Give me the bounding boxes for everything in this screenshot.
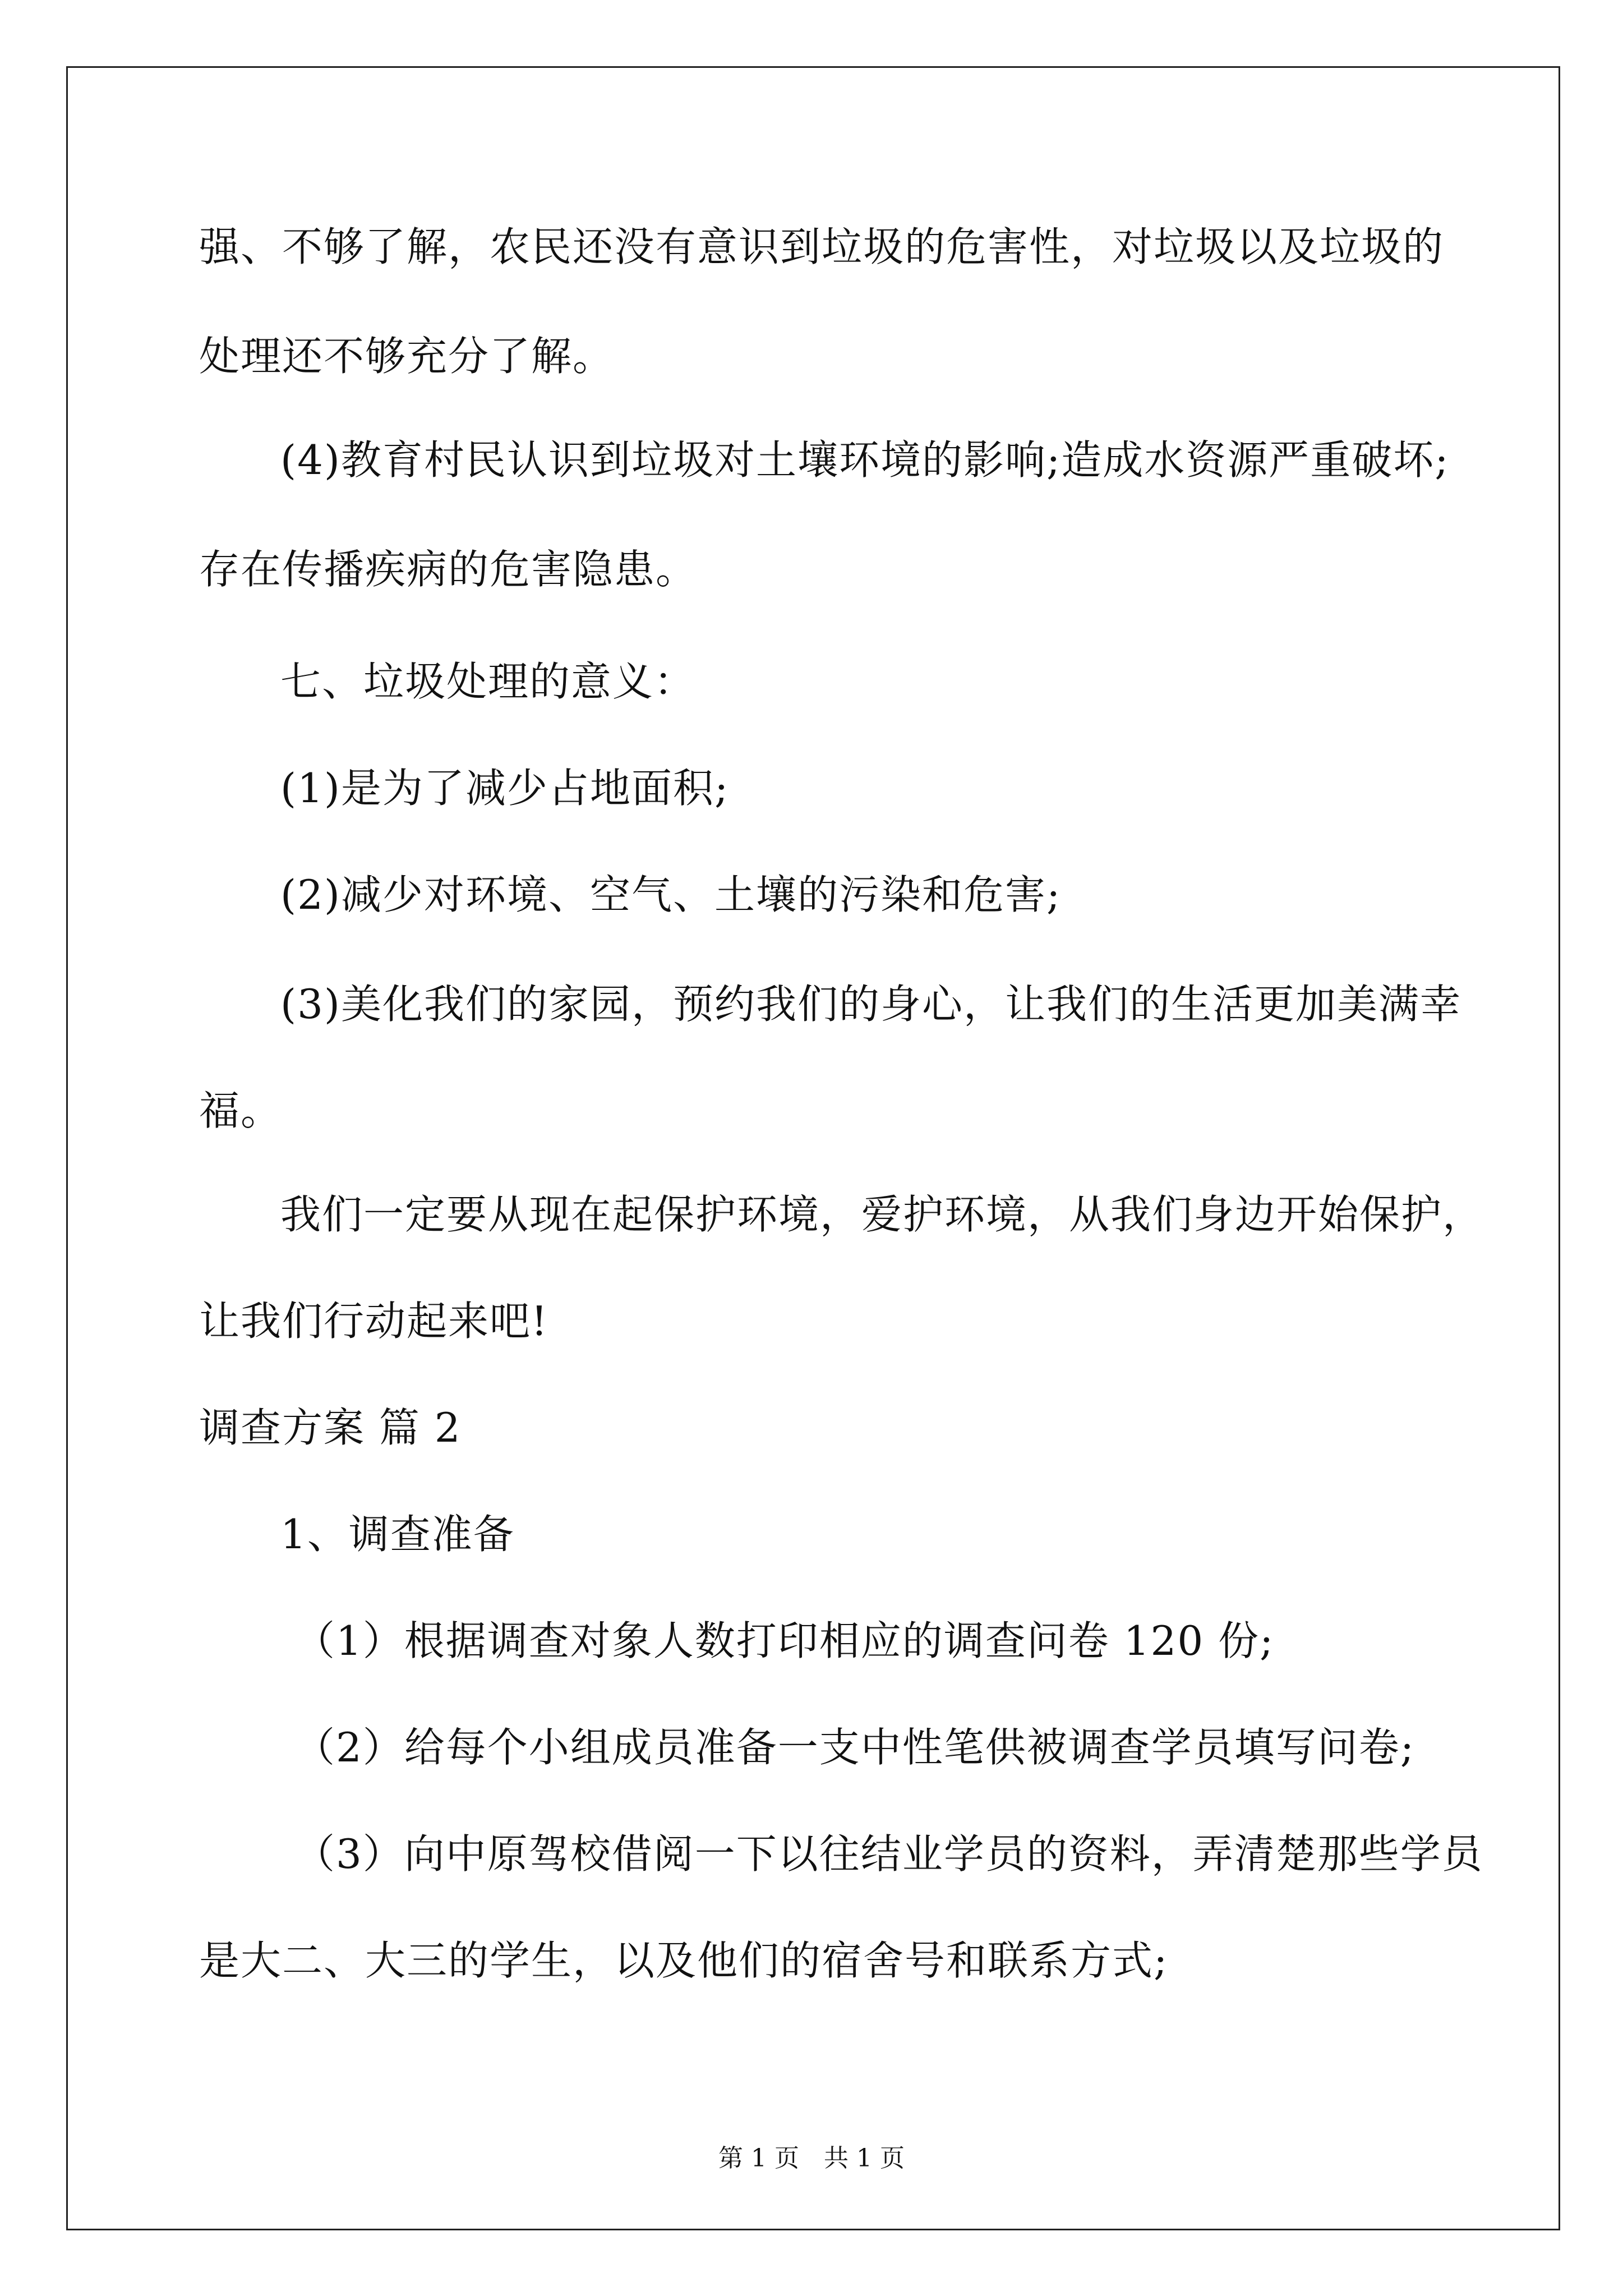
text-line: 福。 — [199, 1087, 283, 1134]
text-line: （2）给每个小组成员准备一支中性笔供被调查学员填写问卷; — [294, 1724, 1415, 1771]
text-line: （3）向中原驾校借阅一下以往结业学员的资料，弄清楚那些学员 — [294, 1830, 1483, 1878]
text-line: 让我们行动起来吧! — [199, 1297, 548, 1345]
text-line: （1）根据调查对象人数打印相应的调查问卷 120 份; — [294, 1617, 1275, 1664]
text-line: 存在传播疾病的危害隐患。 — [199, 546, 698, 593]
page-frame — [66, 66, 1560, 2230]
text-line: 强、不够了解，农民还没有意识到垃圾的危害性，对垃圾以及垃圾的 — [199, 223, 1445, 270]
article-heading: 调查方案 篇 2 — [199, 1404, 462, 1451]
text-line: 我们一定要从现在起保护环境，爱护环境，从我们身边开始保护， — [280, 1191, 1484, 1238]
text-line: (4)教育村民认识到垃圾对土壤环境的影响;造成水资源严重破坏; — [280, 436, 1450, 484]
text-line: (3)美化我们的家园，预约我们的身心，让我们的生活更加美满幸 — [280, 981, 1461, 1028]
text-line: 处理还不够充分了解。 — [199, 333, 615, 380]
text-line: (1)是为了减少占地面积; — [280, 765, 730, 812]
page-number: 第 1 页 共 1 页 — [718, 2144, 905, 2173]
section-heading: 七、垃圾处理的意义： — [280, 658, 696, 705]
text-line: (2)减少对环境、空气、土壤的污染和危害; — [280, 871, 1062, 918]
text-line: 是大二、大三的学生，以及他们的宿舍号和联系方式; — [199, 1937, 1169, 1984]
section-heading: 1、调查准备 — [280, 1511, 515, 1558]
